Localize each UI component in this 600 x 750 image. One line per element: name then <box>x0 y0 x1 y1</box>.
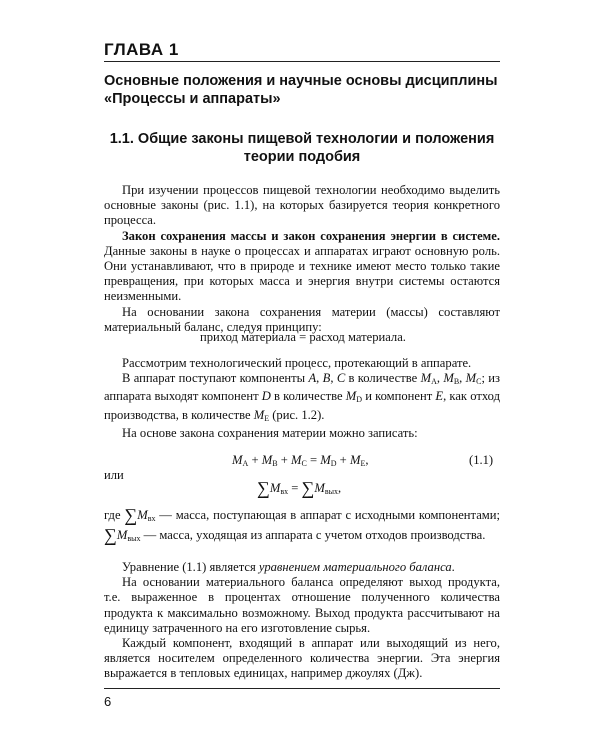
section-heading-line2: теории подобия <box>243 149 361 165</box>
chapter-heading: ГЛАВА 1 <box>104 40 179 59</box>
balance-principle: приход материала = расход материала. <box>200 330 406 344</box>
body-block-2 <box>104 356 500 441</box>
chapter-title-line2: «Процессы и аппараты» <box>104 91 281 107</box>
chapter-rule-top <box>104 61 500 62</box>
paragraph-2-text: Данные законы в науке о процессах и аппаратах играют основную роль. Они устанавливают, что в природе и технике имеют место только такие превращения, при которых масса и энергия внутри системы остаются неизменными. <box>104 243 500 304</box>
paragraph-10: Каждый компонент, входящий в аппарат или выходящий из него, является носителем определенного количества энергии. Эта энергия выражается в тепловых единицах, например джоулях (Дж). <box>104 636 500 681</box>
paragraph-8: Уравнение (1.1) является уравнением материального баланса. <box>122 560 455 574</box>
footer-rule <box>104 688 500 689</box>
equation-number: (1.1) <box>469 453 494 467</box>
paragraph-4: Рассмотрим технологический процесс, протекающий в аппарате. <box>122 356 472 370</box>
paragraph-3: На основании закона сохранения материи (массы) составляют материальный баланс, следуя принципу: <box>104 304 500 334</box>
body-block-1 <box>104 183 500 335</box>
or-word: или <box>104 468 124 482</box>
paragraph-6: На основе закона сохранения материи можно записать: <box>122 425 418 440</box>
equation-sum: $\sum M_{вх} = \sum M_{вых}$, <box>257 478 342 498</box>
section-heading <box>104 130 500 166</box>
page-number: 6 <box>104 694 112 709</box>
chapter-title <box>104 72 504 108</box>
section-heading-line1: 1.1. Общие законы пищевой технологии и положения <box>109 131 495 147</box>
body-block-4 <box>104 560 500 682</box>
paragraph-2 <box>104 229 500 305</box>
paragraph-5: В аппарат поступают компоненты А, В, С в количестве $M_A$, $M_B$, $M_C$; из аппарата выходят компонент D в количестве $M_D$ и компонент E, как отход производства, в количестве $M_E$ (рис. 1.2). <box>104 371 501 423</box>
paragraph-9: На основании материального баланса определяют выход продукта, т.е. выраженное в процентах отношение полученного количества продукта к максимально возможному. Выход продукта рассчитывают на единицу затраченного на его изготовление сырья. <box>104 575 500 635</box>
paragraph-7: где $\sum M_{вх}$ — масса, поступающая в аппарат с исходными компонентами; $\sum M_{вых}$ — масса, уходящая из аппарата с учетом отходов производства. <box>104 505 500 545</box>
paragraph-2-bold: Закон сохранения массы и закон сохранения энергии в системе. <box>122 228 500 243</box>
equation-1-1: $M_A + M_B + M_C = M_D + M_E$, <box>232 453 369 468</box>
chapter-title-line1: Основные положения и научные основы дисциплины <box>104 73 498 89</box>
paragraph-1: При изучении процессов пищевой технологии необходимо выделить основные законы (рис. 1.1), на которых базируется теория конкретного процесса. <box>104 183 500 228</box>
body-block-3 <box>104 507 500 547</box>
